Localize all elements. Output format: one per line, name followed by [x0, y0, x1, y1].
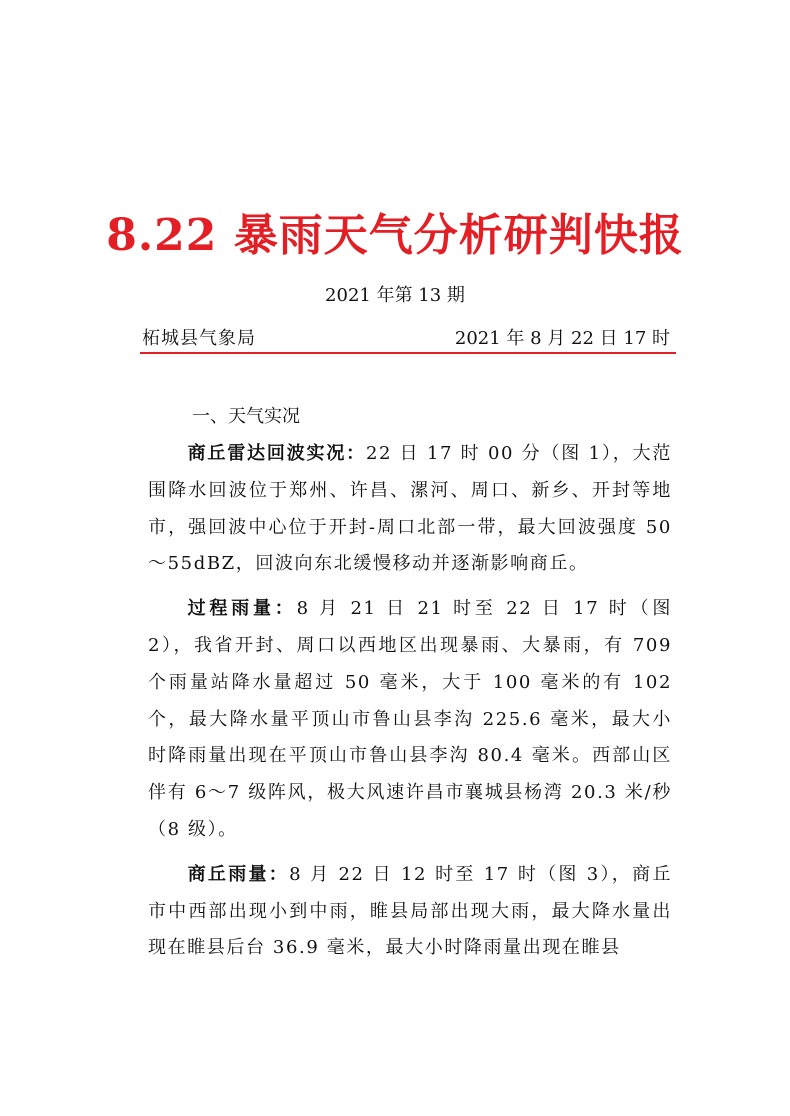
agency-name: 柘城县气象局 [142, 328, 256, 349]
paragraph-text: 8 月 21 日 21 时至 22 日 17 时（图 2），我省开封、周口以西地区出现暴雨、大暴雨，有 709 个雨量站降水量超过 50 毫米，大于 100 毫米的有 102 个，最大降水量平顶山市鲁山县李沟 225.6 毫米，最大小时降雨量出现在平顶山市鲁山县李沟 80.4 毫米。西部山区伴有 6～7 级阵风，极大风速许昌市襄城县杨湾 20.3 米/秒（8 级）。 [148, 598, 672, 840]
paragraph-label: 商丘雨量： [187, 863, 290, 885]
report-title: 8.22 暴雨天气分析研判快报 [106, 210, 684, 261]
issue-datetime: 2021 年 8 月 22 日 17 时 [454, 328, 670, 349]
paragraph-radar [148, 436, 672, 583]
paragraph-label: 商丘雷达回波实况： [187, 443, 366, 464]
paragraph-text: 8 月 22 日 12 时至 17 时（图 3），商丘市中西部出现小到中雨，睢县局部出现大雨，最大降水量出现在睢县后台 36.9 毫米，最大小时降雨量出现在睢县 [148, 863, 673, 959]
document-body [148, 436, 672, 975]
paragraph-label: 过程雨量： [187, 598, 297, 620]
red-divider [140, 352, 676, 354]
paragraph-shangqiu-rainfall [148, 857, 672, 967]
paragraph-text: 22 日 17 时 00 分（图 1），大范围降水回波位于郑州、许昌、漯河、周口、新乡、开封等地市，强回波中心位于开封-周口北部一带，最大回波强度 50～55dBZ，回波向东北缓慢移动并逐渐影响商丘。 [148, 443, 672, 575]
section-heading-weather: 一、天气实况 [192, 406, 300, 427]
issue-number: 2021 年第 13 期 [325, 285, 465, 306]
header-meta [142, 326, 670, 352]
paragraph-rainfall [148, 591, 672, 849]
